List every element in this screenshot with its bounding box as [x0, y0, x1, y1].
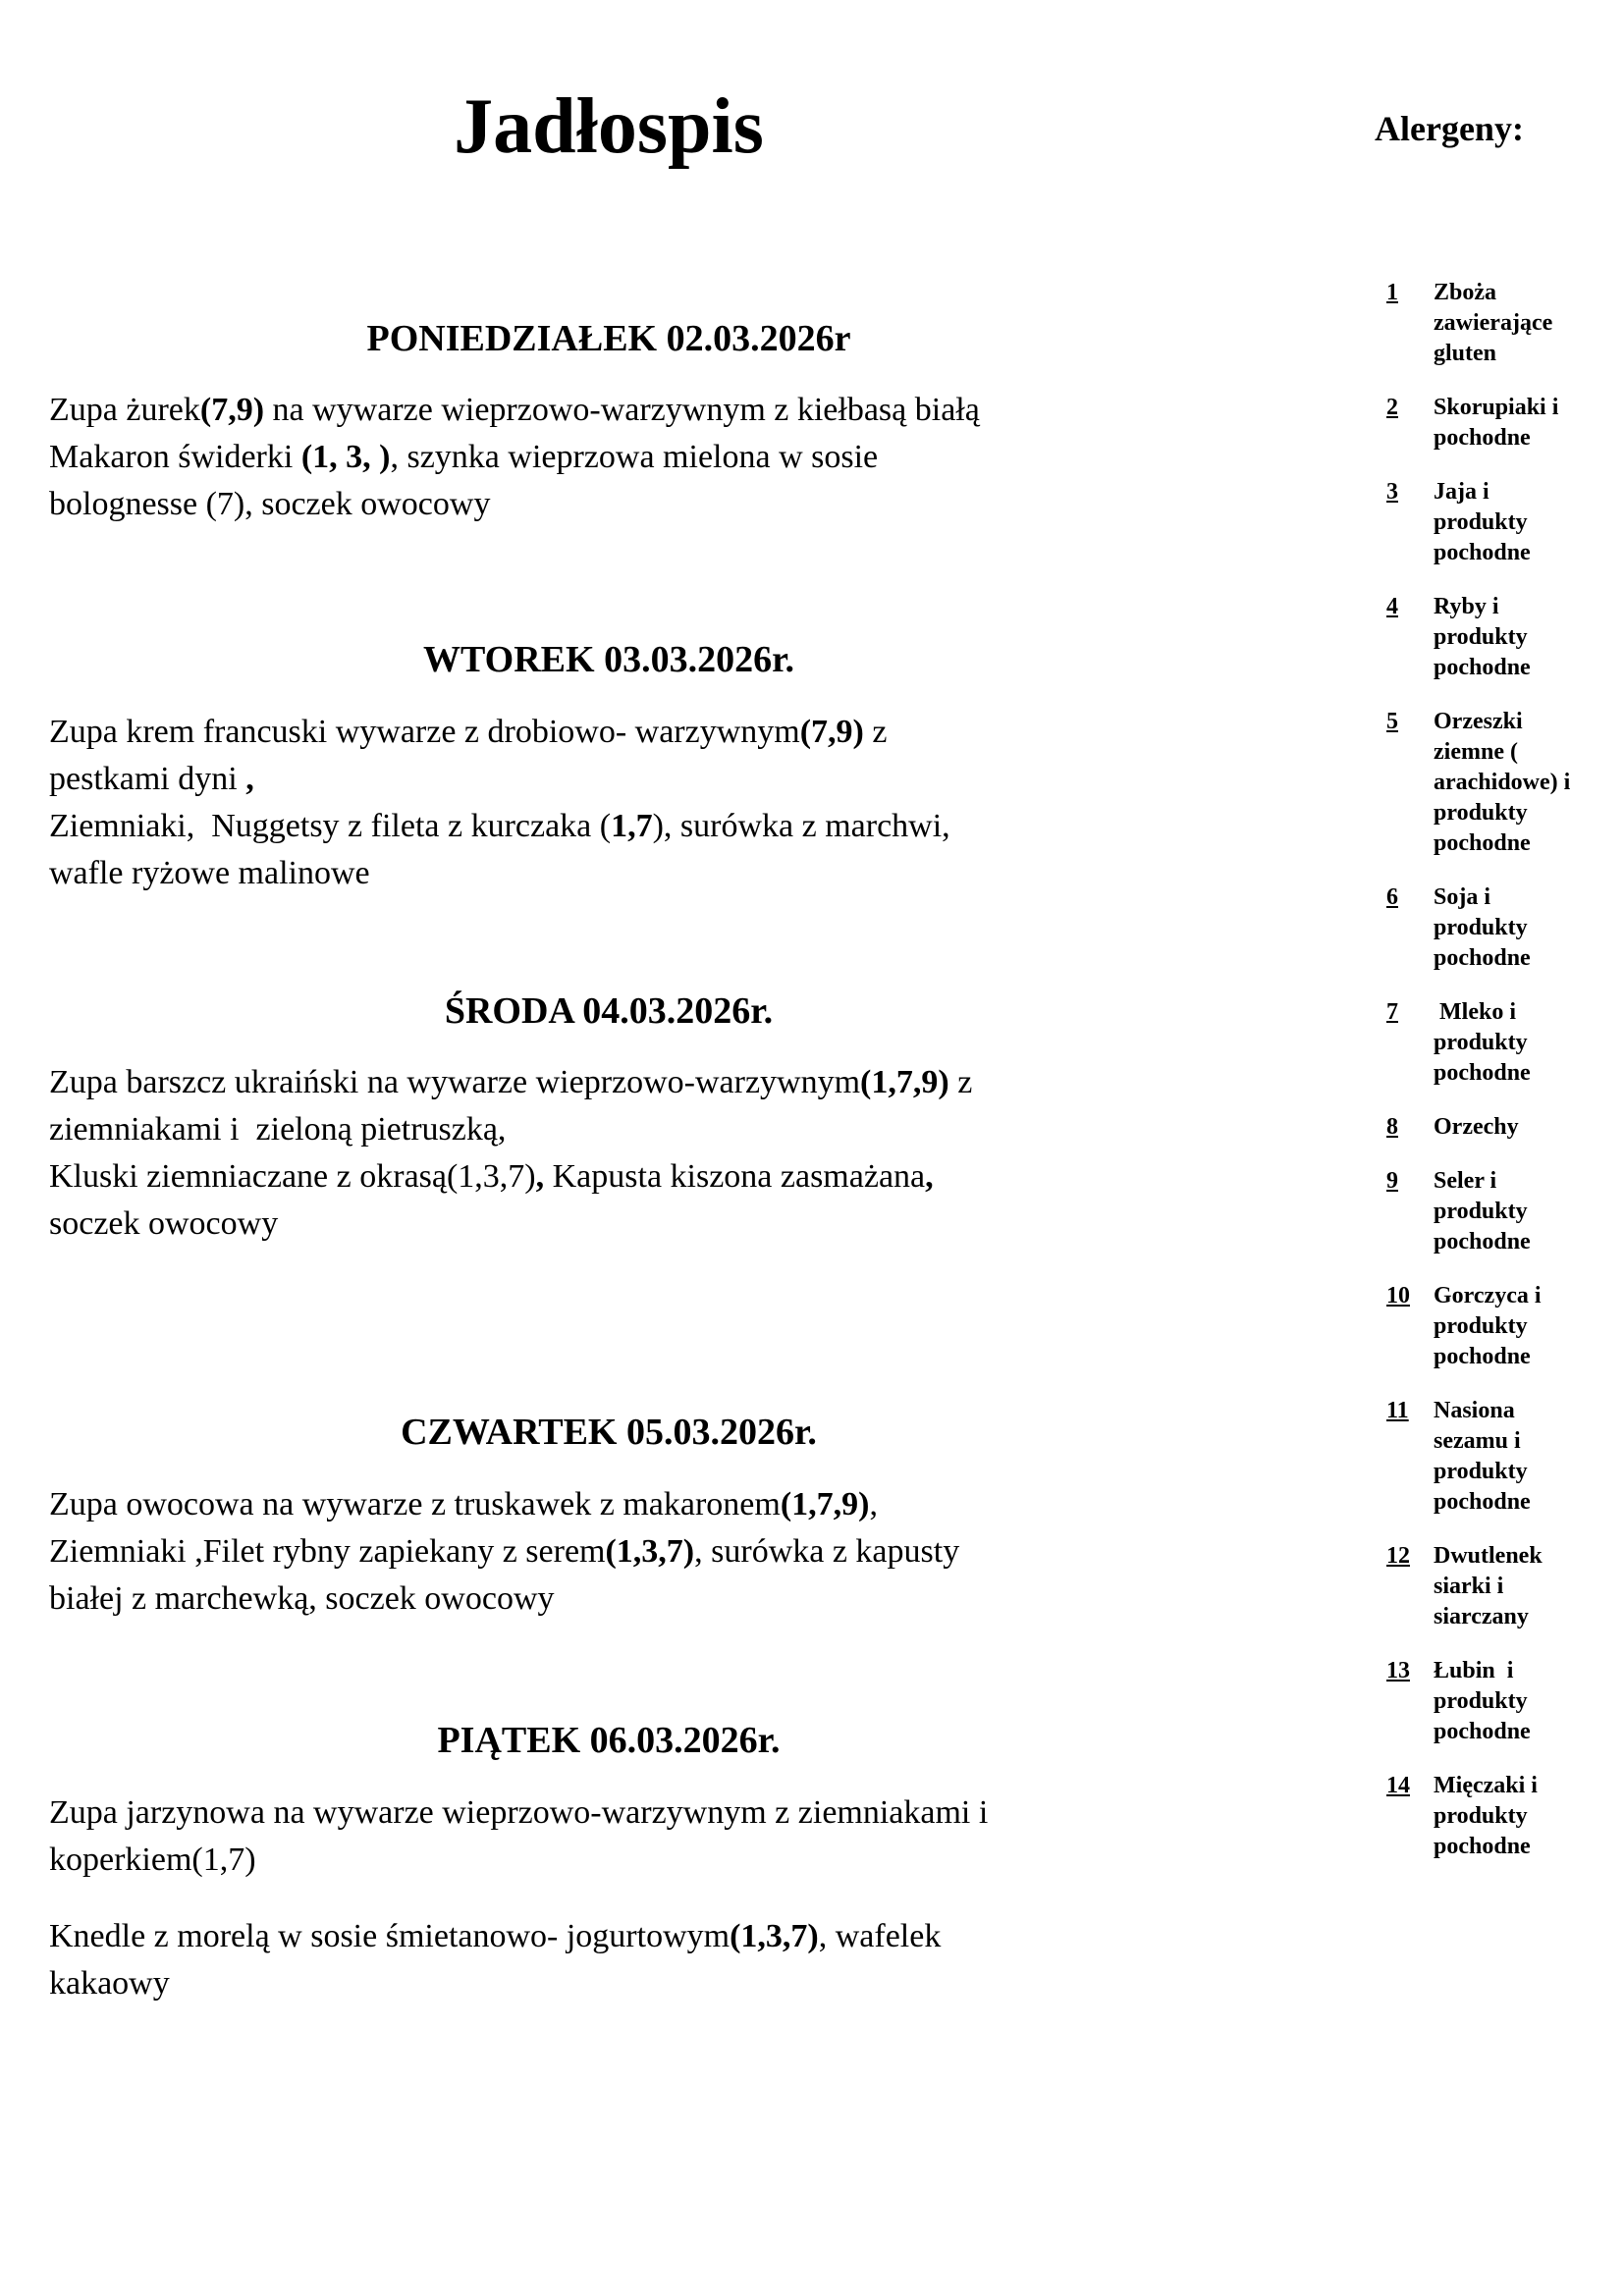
allergen-list [1375, 278, 1610, 1862]
menu-text-segment: Zupa owocowa na wywarze z truskawek z makaronem [49, 1485, 781, 1522]
allergen-number [1375, 1281, 1434, 1311]
allergen-number [1375, 1112, 1434, 1143]
allergen-number-text: 6 [1386, 884, 1398, 911]
allergen-number [1375, 997, 1434, 1028]
allergen-text: Mleko i produkty pochodne [1434, 999, 1531, 1087]
day-section [49, 317, 1168, 529]
allergens-panel [1375, 108, 1610, 1886]
menu-line [49, 1575, 1168, 1623]
menu-text-segment: , szynka wieprzowa mielona w sosie [390, 439, 879, 476]
menu-text-segment: koperkiem(1,7) [49, 1841, 256, 1878]
allergen-number-text: 5 [1386, 709, 1398, 735]
menu-line [49, 1789, 1168, 1837]
menu-text-segment: z [948, 1064, 973, 1101]
menu-text-segment: kakaowy [49, 1964, 170, 2002]
menu-paragraph [49, 1481, 1168, 1623]
allergen-text: Ryby i produkty pochodne [1434, 594, 1531, 681]
allergen-text: Orzeszki ziemne ( arachidowe) i produkty pochodne [1434, 709, 1571, 857]
menu-line [49, 850, 1168, 897]
allergen-number [1375, 393, 1434, 423]
allergens-heading: Alergeny: [1375, 109, 1524, 148]
day-section [49, 1719, 1168, 2007]
allergen-text: Orzechy [1434, 1114, 1519, 1141]
day-section [49, 1411, 1168, 1623]
allergen-item [1375, 393, 1610, 454]
allergen-number [1375, 707, 1434, 737]
menu-text-segment: na wywarze wieprzowo-warzywnym z kiełbasą białą [264, 392, 980, 429]
menu-line [49, 1059, 1168, 1106]
day-heading: PONIEDZIAŁEK 02.03.2026r [366, 317, 851, 359]
allergen-item [1375, 1771, 1610, 1862]
menu-text-segment: , [869, 1485, 879, 1522]
allergen-item [1375, 1656, 1610, 1747]
menu-text-segment: Zupa barszcz ukraiński na wywarze wieprzowo-warzywnym [49, 1064, 861, 1101]
allergen-text: Skorupiaki i pochodne [1434, 395, 1559, 452]
menu-line [49, 1153, 1168, 1201]
menu-line [49, 387, 1168, 434]
allergen-number [1375, 882, 1434, 913]
allergen-item [1375, 477, 1610, 568]
menu-text-segment: Kluski ziemniaczane z okrasą(1,3,7) [49, 1158, 536, 1196]
allergen-number [1375, 592, 1434, 622]
menu-text-segment: , wafelek [818, 1917, 942, 1954]
menu-text-segment: (7,9) [799, 713, 864, 750]
menu-text-segment: bolognesse (7), soczek owocowy [49, 486, 491, 523]
menu-text-segment: Zupa jarzynowa na wywarze wieprzowo-warzywnym z ziemniakami i [49, 1793, 989, 1831]
allergen-number-text: 12 [1386, 1543, 1410, 1570]
menu-text-segment: Zupa krem francuski wywarze z drobiowo- warzywnym [49, 713, 800, 750]
menu-text-segment: , [535, 1158, 545, 1196]
menu-paragraph [49, 1913, 1168, 2007]
day-heading: PIĄTEK 06.03.2026r. [437, 1719, 781, 1761]
menu-text-segment: (1,3,7) [605, 1532, 695, 1570]
allergen-number [1375, 1656, 1434, 1686]
menu-column [49, 83, 1168, 2007]
menu-text-segment: ), surówka z marchwi, [652, 807, 950, 844]
allergen-text: Dwutlenek siarki i siarczany [1434, 1543, 1543, 1630]
menu-line [49, 1481, 1168, 1528]
menu-paragraph [49, 1789, 1168, 1884]
menu-text-segment: Ziemniaki, Nuggetsy z fileta z kurczaka ( [49, 807, 612, 844]
allergen-number-text: 4 [1386, 594, 1398, 620]
menu-text-segment: białej z marchewką, soczek owocowy [49, 1579, 555, 1617]
menu-line [49, 1201, 1168, 1248]
menu-text-segment: ziemniakami i zieloną pietruszką, [49, 1111, 507, 1148]
allergen-number-text: 8 [1386, 1114, 1398, 1141]
menu-text-segment: (7,9) [199, 392, 265, 429]
menu-line [49, 803, 1168, 850]
allergen-number-text: 3 [1386, 479, 1398, 506]
allergen-number [1375, 1396, 1434, 1426]
allergen-number-text: 9 [1386, 1168, 1398, 1195]
day-section [49, 989, 1168, 1249]
menu-line [49, 481, 1168, 528]
allergen-item [1375, 592, 1610, 683]
allergen-text: Łubin i produkty pochodne [1434, 1658, 1531, 1745]
menu-line [49, 1528, 1168, 1575]
day-heading: ŚRODA 04.03.2026r. [444, 989, 774, 1032]
menu-text-segment: 1,7 [611, 807, 653, 844]
allergen-item [1375, 882, 1610, 974]
allergen-text: Soja i produkty pochodne [1434, 884, 1531, 972]
allergen-number [1375, 1541, 1434, 1572]
menu-text-segment: (1,7,9) [860, 1064, 949, 1101]
menu-paragraph [49, 1059, 1168, 1248]
allergen-item [1375, 1281, 1610, 1372]
allergen-item [1375, 1396, 1610, 1518]
allergen-number [1375, 1771, 1434, 1801]
menu-line [49, 1837, 1168, 1884]
allergen-number-text: 10 [1386, 1283, 1410, 1309]
allergen-number-text: 13 [1386, 1658, 1410, 1684]
day-heading: WTOREK 03.03.2026r. [423, 639, 794, 681]
allergen-item [1375, 997, 1610, 1089]
allergen-item [1375, 1541, 1610, 1632]
menu-line [49, 1913, 1168, 1960]
menu-paragraph [49, 387, 1168, 528]
menu-text-segment: , [925, 1158, 934, 1196]
menu-text-segment: Makaron świderki [49, 439, 301, 476]
menu-text-segment: Kapusta kiszona zasmażana [544, 1158, 926, 1196]
allergen-number-text: 14 [1386, 1773, 1410, 1799]
menu-text-segment: wafle ryżowe malinowe [49, 854, 370, 891]
menu-text-segment: Zupa żurek [49, 392, 200, 429]
menu-line [49, 1960, 1168, 2007]
allergen-number [1375, 1166, 1434, 1197]
menu-text-segment: pestkami dyni [49, 760, 246, 797]
allergen-number-text: 11 [1386, 1398, 1409, 1424]
allergen-item [1375, 1112, 1610, 1143]
menu-text-segment: (1, 3, ) [300, 439, 391, 476]
allergen-text: Mięczaki i produkty pochodne [1434, 1773, 1538, 1860]
menu-text-segment: (1,3,7) [730, 1917, 819, 1954]
allergen-number-text: 2 [1386, 395, 1398, 421]
menu-text-segment: soczek owocowy [49, 1205, 279, 1243]
menu-line [49, 756, 1168, 803]
day-heading: CZWARTEK 05.03.2026r. [401, 1412, 817, 1454]
day-sections [49, 317, 1168, 2007]
allergen-text: Gorczyca i produkty pochodne [1434, 1283, 1542, 1370]
menu-text-segment: z [863, 713, 888, 750]
menu-paragraph [49, 709, 1168, 897]
allergen-number [1375, 278, 1434, 308]
menu-line [49, 1106, 1168, 1153]
menu-line [49, 709, 1168, 756]
menu-line [49, 434, 1168, 481]
allergen-text: Zboża zawierające gluten [1434, 280, 1553, 367]
menu-text-segment: , surówka z kapusty [694, 1532, 960, 1570]
allergen-number [1375, 477, 1434, 507]
allergen-text: Jaja i produkty pochodne [1434, 479, 1531, 566]
allergen-item [1375, 1166, 1610, 1257]
allergen-number-text: 7 [1386, 999, 1398, 1026]
menu-text-segment: Knedle z morelą w sosie śmietanowo- jogurtowym [49, 1917, 731, 1954]
allergen-item [1375, 707, 1610, 859]
allergen-text: Nasiona sezamu i produkty pochodne [1434, 1398, 1531, 1516]
allergen-text: Seler i produkty pochodne [1434, 1168, 1531, 1255]
day-section [49, 638, 1168, 897]
menu-text-segment: Ziemniaki ,Filet rybny zapiekany z serem [49, 1532, 606, 1570]
menu-text-segment: , [245, 760, 254, 797]
allergen-item [1375, 278, 1610, 369]
page-title: Jadłospis [454, 83, 764, 170]
menu-text-segment: (1,7,9) [780, 1485, 870, 1522]
allergen-number-text: 1 [1386, 280, 1398, 306]
